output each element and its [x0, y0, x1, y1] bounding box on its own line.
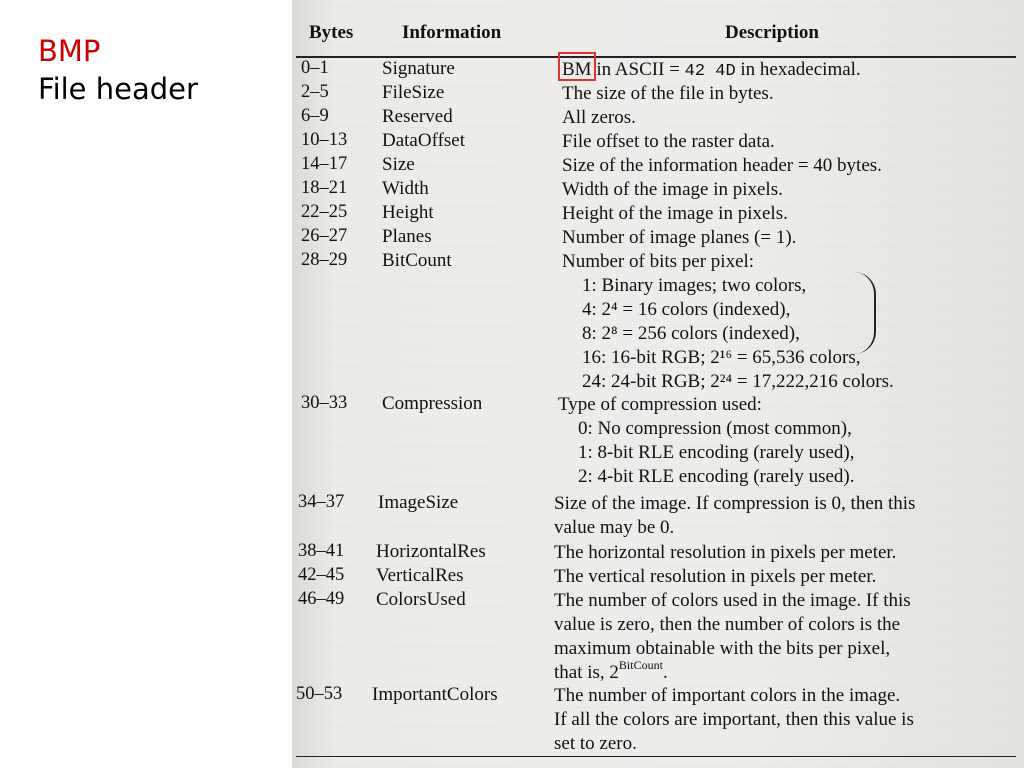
row-info: ImportantColors [372, 684, 498, 705]
slide-title [38, 32, 198, 108]
row-description: Number of image planes (= 1). [562, 227, 797, 248]
row-bytes: 34–37 [298, 492, 345, 512]
column-header-information: Information [402, 22, 502, 43]
bmp-header-table [292, 0, 1024, 768]
scanned-page [292, 0, 1024, 768]
slide-title-line1: BMP [38, 34, 101, 68]
compression-option: 0: No compression (most common), [578, 418, 852, 439]
row-bytes: 30–33 [301, 393, 348, 413]
row-info: FileSize [382, 82, 445, 103]
bitcount-option: 4: 2⁴ = 16 colors (indexed), [582, 299, 791, 320]
row-description: Size of the image. If compression is 0, then this value may be 0. [554, 493, 916, 538]
bitcount-option: 16: 16-bit RGB; 2¹⁶ = 65,536 colors, [582, 347, 861, 368]
row-info: Width [382, 178, 429, 199]
bitcount-option: 1: Binary images; two colors, [582, 275, 807, 296]
row-bytes: 42–45 [298, 565, 345, 585]
row-bytes: 28–29 [301, 250, 348, 270]
table-bottom-rule [296, 756, 1016, 757]
row-info: ColorsUsed [376, 589, 466, 610]
row-info: HorizontalRes [376, 541, 486, 562]
row-bytes: 6–9 [301, 106, 329, 126]
column-header-bytes: Bytes [309, 22, 354, 43]
row-info: Reserved [382, 106, 453, 127]
row-description: Width of the image in pixels. [562, 179, 783, 200]
row-info: BitCount [382, 250, 452, 271]
row-bytes: 26–27 [301, 226, 348, 246]
bitcount-option: 8: 2⁸ = 256 colors (indexed), [582, 323, 800, 344]
row-description: The vertical resolution in pixels per meter. [554, 566, 877, 587]
row-bytes: 10–13 [301, 130, 348, 150]
row-info: VerticalRes [376, 565, 464, 586]
row-description: The number of important colors in the image. If all the colors are important, then this value is set to zero. [554, 685, 914, 754]
signature-bm: BM [562, 59, 592, 80]
row-info: DataOffset [382, 130, 466, 151]
row-info: Planes [382, 226, 432, 247]
row-description: BM in ASCII = 42 4D in hexadecimal. [562, 59, 861, 81]
row-info: ImageSize [378, 492, 459, 513]
row-description: Number of bits per pixel: 1: Binary images; two colors, 4: 2⁴ = 16 colors (indexed), 8: 2⁸ = 256 colors (indexed), 16: 16-bit RGB; 2¹⁶ = 65,536 colors, 24: 24-bit RGB; 2²⁴ = 17,222,216 colors. [562, 251, 894, 392]
row-info: Signature [382, 58, 455, 79]
row-description: Type of compression used: 0: No compression (most common), 1: 8-bit RLE encoding (rarely used), 2: 4-bit RLE encoding (rarely used). [558, 394, 855, 487]
row-description: The number of colors used in the image. If this value is zero, then the number of colors is the maximum obtainable with the bits per pixel, that is, $2^{BitCount}$. [554, 590, 911, 683]
column-header-description: Description [725, 22, 819, 43]
compression-option: 2: 4-bit RLE encoding (rarely used). [578, 466, 855, 487]
row-info: Height [382, 202, 434, 223]
compression-option: 1: 8-bit RLE encoding (rarely used), [578, 442, 855, 463]
row-description: Height of the image in pixels. [562, 203, 788, 224]
row-description: The horizontal resolution in pixels per meter. [554, 542, 897, 563]
row-description: The size of the file in bytes. [562, 83, 774, 104]
row-info: Size [382, 154, 415, 175]
row-description: All zeros. [562, 107, 636, 128]
row-bytes: 0–1 [301, 58, 329, 78]
row-description: Size of the information header = 40 bytes. [562, 155, 882, 176]
row-bytes: 14–17 [301, 154, 348, 174]
row-description: File offset to the raster data. [562, 131, 775, 152]
slide-title-line2: File header [38, 72, 198, 106]
row-bytes: 2–5 [301, 82, 329, 102]
row-info: Compression [382, 393, 483, 414]
row-bytes: 22–25 [301, 202, 348, 222]
row-bytes: 38–41 [298, 541, 345, 561]
row-bytes: 18–21 [301, 178, 348, 198]
row-bytes: 50–53 [296, 684, 343, 704]
row-bytes: 46–49 [298, 589, 345, 609]
handwritten-brace [854, 272, 876, 354]
bitcount-option: 24: 24-bit RGB; 2²⁴ = 17,222,216 colors. [582, 371, 894, 392]
